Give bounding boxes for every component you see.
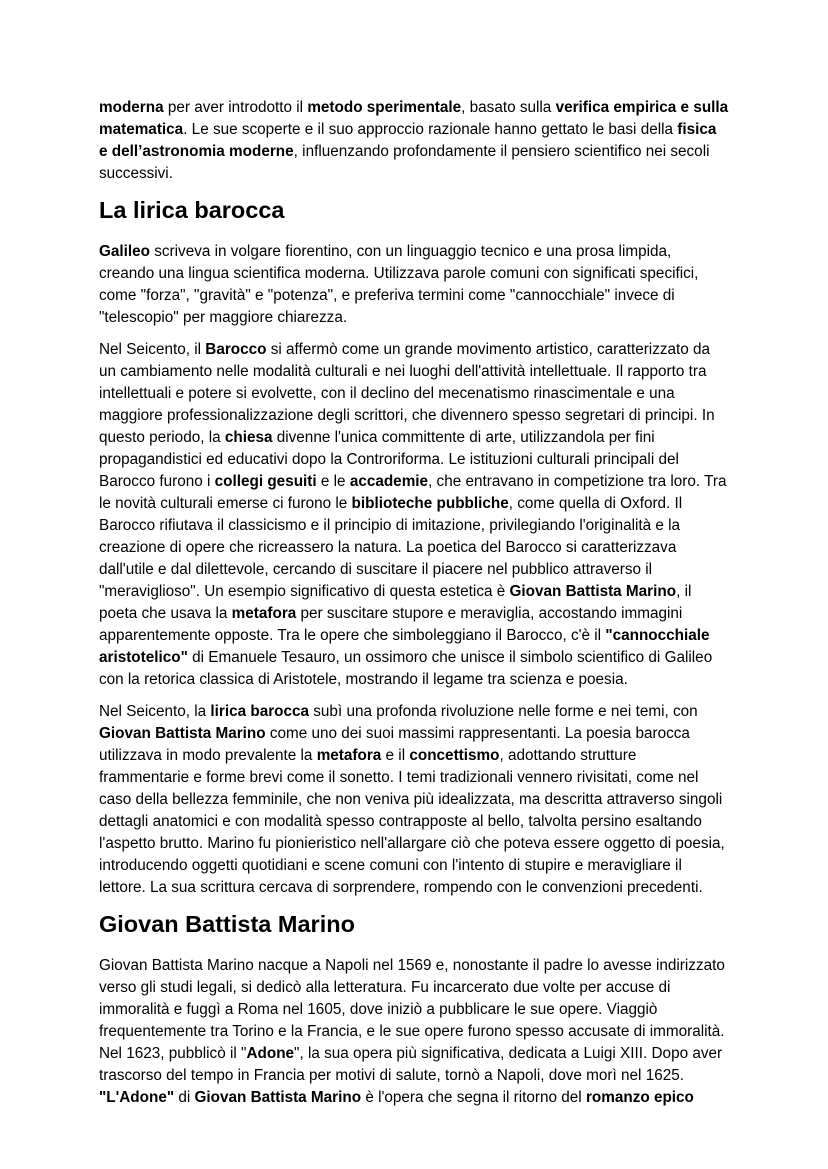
bold-text-run: Galileo <box>99 243 151 260</box>
bold-text-run: romanzo epico <box>585 1089 694 1106</box>
bold-text-run: Giovan Battista Marino <box>99 725 266 742</box>
text-run: Nel Seicento, la <box>99 703 211 720</box>
bold-text-run: Giovan Battista Marino <box>509 583 677 600</box>
bold-text-run: "cannocchiale aristotelico" <box>99 627 710 666</box>
text-run: come uno dei suoi massimi rappresentanti. La poesia barocca utilizzava in modo prevalente la <box>99 725 690 764</box>
bold-text-run: Adone <box>246 1045 295 1062</box>
bold-text-run: Giovan Battista Marino <box>194 1089 362 1106</box>
heading-la-lirica-barocca: La lirica barocca <box>99 197 285 223</box>
bold-text-run: moderna <box>99 99 164 116</box>
text-run: si affermò come un grande movimento artistico, caratterizzato da un cambiamento nelle modalità culturali e nei luoghi dell'attività intellettuale. Il rapporto tra intellettuali e potere si evolvette, con il declino del mecenatismo rinascimentale e una maggiore professionalizzazione degli scrittori, che divennero spesso segretari di principi. In questo periodo, la <box>99 341 715 446</box>
bold-text-run: Barocco <box>205 341 267 358</box>
bold-text-run: biblioteche pubbliche <box>351 495 509 512</box>
text-run: Giovan Battista Marino nacque a Napoli nel 1569 e, nonostante il padre lo avesse indirizzato verso gli studi legali, si dedicò alla letteratura. Fu incarcerato due volte per accuse di immoralità e fuggì a Roma nel 1605, dove iniziò a pubblicare le sue opere. Viaggiò frequentemente tra Torino e la Francia, e le sue opere furono spesso accusate di immoralità. Nel 1623, pubblicò il " <box>99 957 725 1062</box>
bold-text-run: metafora <box>316 747 382 764</box>
bold-text-run: fisica e dell’astronomia moderne <box>99 121 717 160</box>
bold-text-run: chiesa <box>224 429 273 446</box>
bold-text-run: metodo sperimentale <box>307 99 462 116</box>
text-run: , come quella di Oxford. Il Barocco rifiutava il classicismo e il principio di imitazione, privilegiando l'originalità e la creazione di opere che ricreassero la natura. La poetica del Barocco si caratterizzava dall'utile e dal dilettevole, cercando di suscitare il piacere nel pubblico attraverso il "meraviglioso". Un esempio significativo di questa estetica è <box>99 495 683 600</box>
text-run: ", la sua opera più significativa, dedicata a Luigi XIII. Dopo aver trascorso del tempo in Francia per motivi di salute, tornò a Napoli, dove morì nel 1625. <box>99 1045 723 1084</box>
bold-text-run: concettismo <box>409 747 500 764</box>
bold-text-run: "L'Adone" <box>99 1089 175 1106</box>
text-run: , che entravano in competizione tra loro. Tra le novità culturali emerse ci furono le <box>99 473 727 512</box>
text-run: . Le sue scoperte e il suo approccio razionale hanno gettato le basi della <box>183 121 678 138</box>
text-run: , il poeta che usava la <box>99 583 692 622</box>
text-run: di Emanuele Tesauro, un ossimoro che unisce il simbolo scientifico di Galileo con la retorica classica di Aristotele, mostrando il legame tra scienza e poesia. <box>99 649 713 688</box>
text-run: e il <box>381 747 410 764</box>
bold-text-run: accademie <box>349 473 429 490</box>
barocco-paragraph <box>99 339 729 691</box>
text-run: divenne l'unica committente di arte, utilizzandola per fini propagandistici ed educativi dopo la Controriforma. Le istituzioni culturali principali del Barocco furono i <box>99 429 679 490</box>
text-run: , adottando strutture frammentarie e forme brevi come il sonetto. I temi tradizionali vennero rivisitati, come nel caso della bellezza femminile, che non veniva più idealizzata, ma descritta attraverso singoli dettagli anatomici e con modalità spesso contrapposte al bello, talvolta persino esaltando l'aspetto brutto. Marino fu pionieristico nell'allargare ciò che poteva essere oggetto di poesia, introducendo oggetti quotidiani e scene comuni con l'intento di stupire e meravigliare il lettore. La sua scrittura cercava di sorprendere, rompendo con le convenzioni precedenti. <box>99 747 725 896</box>
marino-biography-paragraph <box>99 955 729 1109</box>
text-run: e le <box>316 473 350 490</box>
text-run: subì una profonda rivoluzione nelle forme e nei temi, con <box>309 703 698 720</box>
bold-text-run: collegi gesuiti <box>214 473 317 490</box>
text-run: per suscitare stupore e meraviglia, accostando immagini apparentemente opposte. Tra le opere che simboleggiano il Barocco, c'è il <box>99 605 683 644</box>
bold-text-run: metafora <box>231 605 297 622</box>
text-run: di <box>174 1089 195 1106</box>
text-run: Nel Seicento, il <box>99 341 206 358</box>
galileo-paragraph <box>99 241 729 329</box>
text-run: , basato sulla <box>461 99 556 116</box>
intro-paragraph <box>99 97 729 185</box>
text-run: , influenzando profondamente il pensiero scientifico nei secoli successivi. <box>99 143 710 182</box>
text-run: è l'opera che segna il ritorno del <box>361 1089 586 1106</box>
bold-text-run: verifica empirica e sulla matematica <box>99 99 729 138</box>
heading-giovan-battista-marino: Giovan Battista Marino <box>99 911 355 937</box>
bold-text-run: lirica barocca <box>210 703 310 720</box>
text-run: scriveva in volgare fiorentino, con un linguaggio tecnico e una prosa limpida, creando una lingua scientifica moderna. Utilizzava parole comuni con significati specifici, come "forza", "gravità" e "potenza", e preferiva termini come "cannocchiale" invece di "telescopio" per maggiore chiarezza. <box>99 243 699 326</box>
text-run: per aver introdotto il <box>163 99 308 116</box>
lirica-barocca-paragraph <box>99 701 729 899</box>
